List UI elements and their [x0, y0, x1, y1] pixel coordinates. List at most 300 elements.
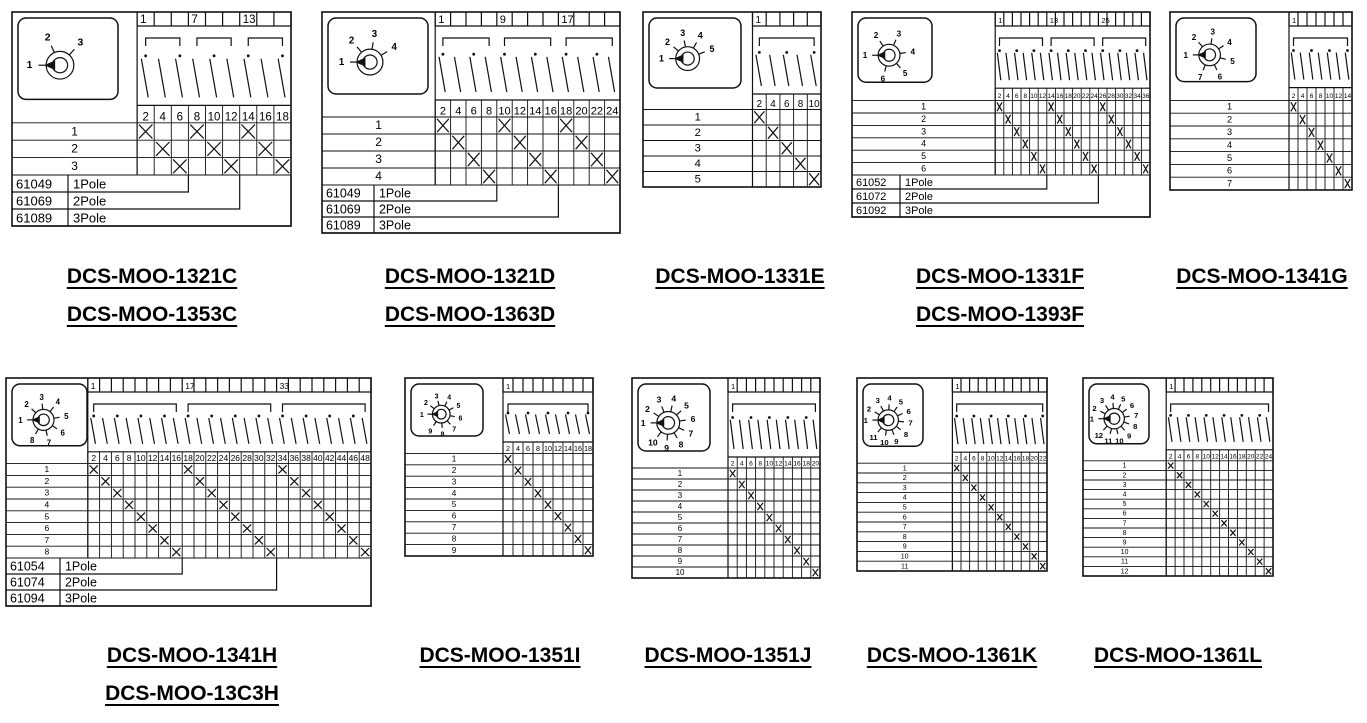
dial-position-label: 1 [1183, 50, 1189, 60]
contact-switch [1186, 417, 1190, 442]
position-label: 9 [902, 543, 907, 551]
pole-label: 1Pole [379, 186, 411, 201]
contact-switch [210, 59, 217, 98]
diagram-d [322, 12, 620, 233]
terminal-number: 38 [301, 453, 311, 464]
terminal-number: 6 [526, 443, 530, 453]
contact-switch [1336, 53, 1340, 80]
dial-tick [881, 406, 884, 411]
diagram-f [852, 12, 1150, 217]
contact-switch [813, 420, 817, 449]
contact-top-label: 9 [499, 14, 506, 26]
contact-switch [1032, 53, 1035, 80]
dial-position-label: 2 [44, 32, 51, 44]
terminal-number: 26 [1099, 93, 1107, 101]
dial-tick [449, 408, 453, 410]
dial-position-label: 5 [709, 43, 715, 54]
terminal-number: 2 [756, 99, 763, 110]
contact-switch [485, 57, 491, 92]
contact-node [1169, 414, 1172, 417]
terminal-number: 4 [739, 460, 744, 468]
terminal-number: 16 [258, 111, 272, 124]
terminal-number: 12 [1334, 92, 1343, 100]
pole-label: 3Pole [73, 210, 107, 226]
terminal-number: 4 [1300, 92, 1305, 100]
dial-tick [674, 433, 677, 438]
contact-switch [244, 418, 249, 444]
diagram-frame [852, 12, 1150, 217]
pole-label: 3Pole [379, 218, 411, 233]
contact-switch [1092, 53, 1095, 80]
contact-node [1346, 49, 1349, 52]
contact-switch [126, 418, 131, 444]
position-label: 1 [1226, 101, 1233, 112]
contact-switch [1195, 417, 1199, 442]
terminal-number: 8 [758, 460, 763, 468]
dial-tick [896, 426, 900, 429]
dial-position-label: 6 [1129, 401, 1135, 411]
dial-tick [699, 52, 705, 54]
contact-switch [536, 415, 540, 435]
contact-switch [350, 418, 355, 444]
position-label: 7 [1122, 520, 1127, 528]
position-label: 1 [902, 465, 907, 473]
pole-label: 1Pole [73, 176, 107, 192]
contact-switch [1015, 418, 1018, 444]
dial-tick [693, 42, 696, 48]
terminal-number: 16 [574, 443, 582, 453]
model-number-list [72, 637, 312, 713]
contact-top-label: 1 [506, 382, 511, 391]
model-number: DCS-MOO-1351I [419, 644, 581, 667]
contact-node [472, 53, 475, 56]
contact-node [507, 412, 510, 415]
dial-position-label: 6 [880, 74, 886, 84]
contact-switch [1177, 417, 1181, 442]
contact-switch [1327, 53, 1331, 80]
dial-tick [878, 428, 882, 432]
contact-node [758, 51, 761, 54]
dial-tick [898, 421, 904, 422]
position-label: 10 [900, 553, 909, 561]
position-label: 3 [677, 490, 683, 500]
terminal-number: 10 [207, 111, 221, 124]
contact-top-label: 1 [438, 14, 445, 26]
dial-tick [357, 47, 362, 52]
contact-switch [1266, 417, 1270, 442]
contact-node [442, 53, 445, 56]
terminal-number: 10 [1030, 93, 1038, 101]
position-label: 4 [451, 488, 457, 498]
contact-node [813, 51, 816, 54]
model-number-list [880, 258, 1120, 334]
terminal-number: 14 [1343, 92, 1352, 100]
terminal-number: 30 [1116, 93, 1124, 101]
terminal-number: 34 [277, 453, 288, 464]
contact-node [281, 415, 284, 418]
terminal-number: 14 [1220, 453, 1228, 461]
position-label: 4 [921, 138, 927, 149]
diagram-frame [6, 378, 371, 606]
dial-position-label: 2 [664, 36, 670, 47]
position-label: 1 [44, 464, 50, 475]
contact-switch [1023, 418, 1026, 444]
dial-position-label: 3 [371, 29, 378, 41]
dial-position-label: 3 [1210, 27, 1216, 37]
terminal-number: 12 [774, 460, 783, 468]
position-label: 2 [902, 475, 907, 483]
position-label: 3 [1122, 481, 1127, 489]
terminal-number: 12 [224, 111, 238, 124]
contact-bridge [1103, 38, 1146, 46]
contact-node [503, 53, 506, 56]
terminal-number: 20 [811, 460, 820, 468]
terminal-number: 36 [1142, 93, 1150, 101]
model-number: DCS-MOO-1393F [915, 303, 1085, 326]
contact-switch [1144, 53, 1147, 80]
terminal-number: 8 [486, 105, 493, 118]
terminal-number: 4 [1006, 93, 1010, 101]
position-label: 10 [1120, 549, 1129, 557]
terminal-number: 14 [1004, 455, 1012, 463]
contact-switch [197, 418, 202, 444]
contact-switch [291, 418, 296, 444]
pole-code: 61089 [16, 210, 53, 226]
contact-switch [1118, 53, 1121, 80]
contact-switch [767, 420, 771, 449]
contact-node [352, 415, 355, 418]
position-label: 8 [1122, 529, 1127, 537]
contact-switch [193, 59, 200, 98]
contact-node [805, 416, 808, 419]
position-label: 5 [902, 504, 907, 512]
dial-tick [36, 429, 39, 434]
contact-node [144, 54, 147, 57]
contact-top-label: 25 [1101, 16, 1110, 25]
terminal-number: 16 [171, 453, 182, 464]
terminal-number: 36 [289, 453, 300, 464]
dial-tick [1124, 422, 1129, 424]
position-label: 4 [677, 501, 683, 511]
dial-tick [894, 407, 897, 412]
dial-tick [897, 414, 902, 416]
dial-position-label: 3 [1099, 395, 1105, 405]
terminal-number: 14 [159, 453, 170, 464]
model-number-list [32, 258, 272, 334]
model-number-list [1058, 637, 1298, 675]
terminal-number: 2 [954, 455, 959, 463]
contact-node [1033, 49, 1036, 52]
contact-node [785, 51, 788, 54]
diagram-l [1083, 378, 1273, 576]
dial-position-label: 11 [1104, 436, 1113, 446]
position-label: 1 [451, 454, 457, 464]
contact-top-label: 1 [731, 382, 736, 391]
pole-code: 61094 [10, 591, 45, 606]
contact-switch [1135, 53, 1138, 80]
pole-code: 61054 [10, 559, 45, 574]
dial-tick [1121, 426, 1125, 430]
dial-position-label: 5 [1121, 394, 1126, 404]
dial-tick [434, 421, 437, 425]
contact-switch [1126, 53, 1129, 80]
dial-position-label: 4 [447, 394, 452, 402]
contact-top-label: 33 [279, 381, 290, 391]
dial-position-label: 3 [656, 394, 662, 405]
terminal-number: 8 [1023, 93, 1028, 101]
dial-pointer-icon [1197, 51, 1206, 59]
terminal-number: 12 [1211, 453, 1219, 461]
terminal-number: 16 [544, 105, 557, 118]
contact-switch [998, 418, 1001, 444]
dial-position-label: 5 [898, 397, 903, 407]
dial-position-label: 6 [690, 413, 696, 424]
contact-node [1015, 49, 1018, 52]
contact-switch [1345, 53, 1349, 80]
contact-node [547, 412, 550, 415]
dial-box [12, 384, 87, 446]
position-label: 3 [921, 126, 927, 137]
contact-switch [150, 418, 155, 444]
position-label: 3 [44, 487, 50, 498]
contact-switch [114, 418, 119, 444]
contact-node [1119, 49, 1122, 52]
dial-position-label: 1 [640, 417, 646, 428]
contact-switch [454, 57, 460, 92]
contact-bridge [566, 38, 612, 46]
terminal-number: 32 [265, 453, 276, 464]
diagram-h [6, 378, 371, 606]
contact-top-label: 1 [1292, 16, 1297, 25]
contact-switch [1083, 53, 1086, 80]
terminal-number: 10 [808, 99, 820, 110]
contact-node [178, 54, 181, 57]
terminal-number: 14 [241, 111, 255, 124]
dial-position-label: 10 [880, 438, 889, 448]
contact-switch [546, 415, 550, 435]
position-label: 5 [451, 500, 457, 510]
contact-switch [227, 59, 234, 98]
pole-code: 61049 [16, 176, 53, 192]
contact-node [92, 415, 95, 418]
dial-tick [46, 430, 47, 436]
position-label: 2 [694, 127, 701, 140]
dial-tick [1214, 65, 1217, 70]
position-label: 6 [1122, 510, 1127, 518]
contact-switch [339, 418, 344, 444]
terminal-number: 20 [575, 105, 588, 118]
model-number: DCS-MOO-1363D [384, 303, 556, 326]
dial-position-label: 1 [658, 53, 664, 64]
contact-node [1007, 415, 1010, 418]
contact-switch [1075, 53, 1078, 80]
contact-top-label: 7 [191, 14, 198, 26]
contact-node [587, 412, 590, 415]
terminal-number: 48 [360, 453, 370, 464]
position-label: 1 [677, 468, 683, 478]
contact-switch [955, 418, 958, 444]
dial-tick [51, 46, 54, 53]
contact-switch [1231, 417, 1235, 442]
model-number: DCS-MOO-1353C [66, 303, 238, 326]
contact-switch [1006, 418, 1009, 444]
terminal-number: 16 [1229, 453, 1237, 461]
diagram-g [1170, 12, 1352, 190]
contact-switch [278, 59, 285, 98]
dial-pointer-icon [31, 416, 39, 423]
dial-pointer-icon [355, 58, 365, 67]
dial-position-label: 9 [894, 436, 899, 446]
contact-bridge [733, 404, 816, 412]
dial-position-label: 3 [680, 27, 686, 38]
position-label: 11 [901, 563, 909, 571]
contact-switch [138, 418, 143, 444]
dial-position-label: 5 [902, 69, 908, 79]
dial-position-label: 4 [1227, 37, 1232, 47]
contact-switch [141, 59, 148, 98]
dial-tick [896, 63, 900, 67]
contact-node [163, 415, 166, 418]
contact-node [750, 416, 753, 419]
position-label: 3 [71, 159, 78, 174]
terminal-number: 8 [1195, 453, 1200, 461]
contact-top-label: 13 [1049, 16, 1059, 25]
dial-tick [671, 406, 672, 412]
dial-tick [1211, 38, 1212, 44]
dial-tick [684, 40, 685, 46]
contact-bridge [1051, 38, 1094, 46]
terminal-number: 10 [765, 460, 774, 468]
dial-position-label: 2 [24, 400, 29, 410]
dial-pointer-icon [877, 51, 886, 59]
dial-position-label: 5 [456, 403, 461, 411]
dial-position-label: 2 [1092, 404, 1097, 414]
position-label: 2 [1226, 114, 1233, 125]
diagram-i [405, 378, 593, 556]
dial-tick [50, 407, 54, 412]
contact-top-label: 1 [755, 15, 761, 26]
contact-switch [516, 415, 520, 435]
terminal-number: 10 [987, 455, 995, 463]
terminal-number: 6 [1186, 453, 1191, 461]
terminal-number: 8 [980, 455, 985, 463]
terminal-number: 22 [1039, 455, 1047, 463]
position-label: 3 [694, 142, 701, 155]
dial-position-label: 6 [906, 406, 911, 416]
model-number-list [350, 258, 590, 334]
contact-switch [303, 418, 308, 444]
contact-switch [963, 418, 966, 444]
dial-position-label: 4 [697, 30, 703, 41]
position-label: 1 [921, 101, 927, 112]
diagram-j [632, 378, 820, 578]
contact-node [1292, 49, 1295, 52]
contact-bridge [759, 38, 814, 46]
contact-bridge [197, 38, 231, 46]
terminal-number: 12 [1038, 93, 1047, 101]
contact-node [281, 54, 284, 57]
dial-position-label: 10 [648, 437, 658, 448]
dial-position-label: 6 [60, 428, 65, 438]
terminal-number: 18 [276, 111, 289, 124]
dial-position-label: 1 [419, 412, 424, 420]
diagram-frame [632, 378, 820, 578]
position-label: 8 [902, 533, 907, 541]
contact-node [731, 416, 734, 419]
terminal-number: 42 [324, 453, 335, 464]
contact-switch [776, 420, 780, 449]
contact-top-label: 1 [955, 382, 960, 391]
contact-switch [1300, 53, 1304, 80]
position-label: 8 [451, 534, 457, 544]
terminal-number: 16 [1056, 93, 1064, 101]
dial-tick [900, 53, 906, 54]
position-label: 5 [1122, 501, 1127, 509]
contact-node [305, 415, 308, 418]
terminal-number: 8 [126, 453, 132, 464]
contact-switch [1040, 53, 1043, 80]
pole-label: 3Pole [65, 591, 97, 606]
dial-position-label: 3 [39, 392, 44, 402]
contact-top-label: 13 [242, 14, 256, 26]
dial-position-label: 2 [873, 31, 879, 41]
dial-position-label: 7 [688, 428, 694, 439]
contact-node [187, 415, 190, 418]
contact-bridge [1294, 38, 1348, 46]
contact-switch [1109, 53, 1112, 80]
terminal-number: 10 [1325, 92, 1334, 100]
contact-node [955, 415, 958, 418]
contact-bridge [146, 38, 180, 46]
position-label: 2 [677, 479, 683, 489]
contact-switch [756, 55, 761, 86]
position-label: 3 [375, 152, 382, 167]
dial-position-label: 7 [46, 438, 52, 448]
dial-pointer-icon [44, 60, 55, 70]
contact-switch [232, 418, 237, 444]
dial-tick [1220, 58, 1226, 60]
pole-code: 61092 [856, 204, 887, 217]
contact-node [596, 53, 599, 56]
dial-tick [32, 409, 36, 413]
position-label: 5 [1226, 152, 1233, 163]
pole-code: 61074 [10, 575, 45, 590]
contact-switch [562, 57, 568, 92]
contact-switch [608, 57, 614, 92]
contact-switch [209, 418, 214, 444]
contact-node [1187, 414, 1190, 417]
terminal-number: 18 [1064, 93, 1072, 101]
dial-pointer-icon [674, 54, 684, 62]
model-number: DCS-MOO-1351J [644, 644, 812, 667]
contact-switch [1249, 417, 1253, 442]
terminal-number: 10 [136, 453, 146, 464]
contact-switch [470, 57, 476, 92]
contact-switch [980, 418, 983, 444]
pole-boundary [6, 558, 371, 606]
contact-switch [506, 415, 510, 435]
contact-node [1310, 49, 1313, 52]
contact-switch [1058, 53, 1061, 80]
dial-position-label: 7 [1134, 411, 1139, 421]
pole-label: 2Pole [65, 575, 97, 590]
contact-switch [1213, 417, 1217, 442]
terminal-number: 10 [1202, 453, 1210, 461]
contact-switch [730, 420, 734, 449]
contact-switch [997, 53, 1000, 80]
contact-node [1067, 49, 1070, 52]
dial-tick [52, 426, 57, 429]
